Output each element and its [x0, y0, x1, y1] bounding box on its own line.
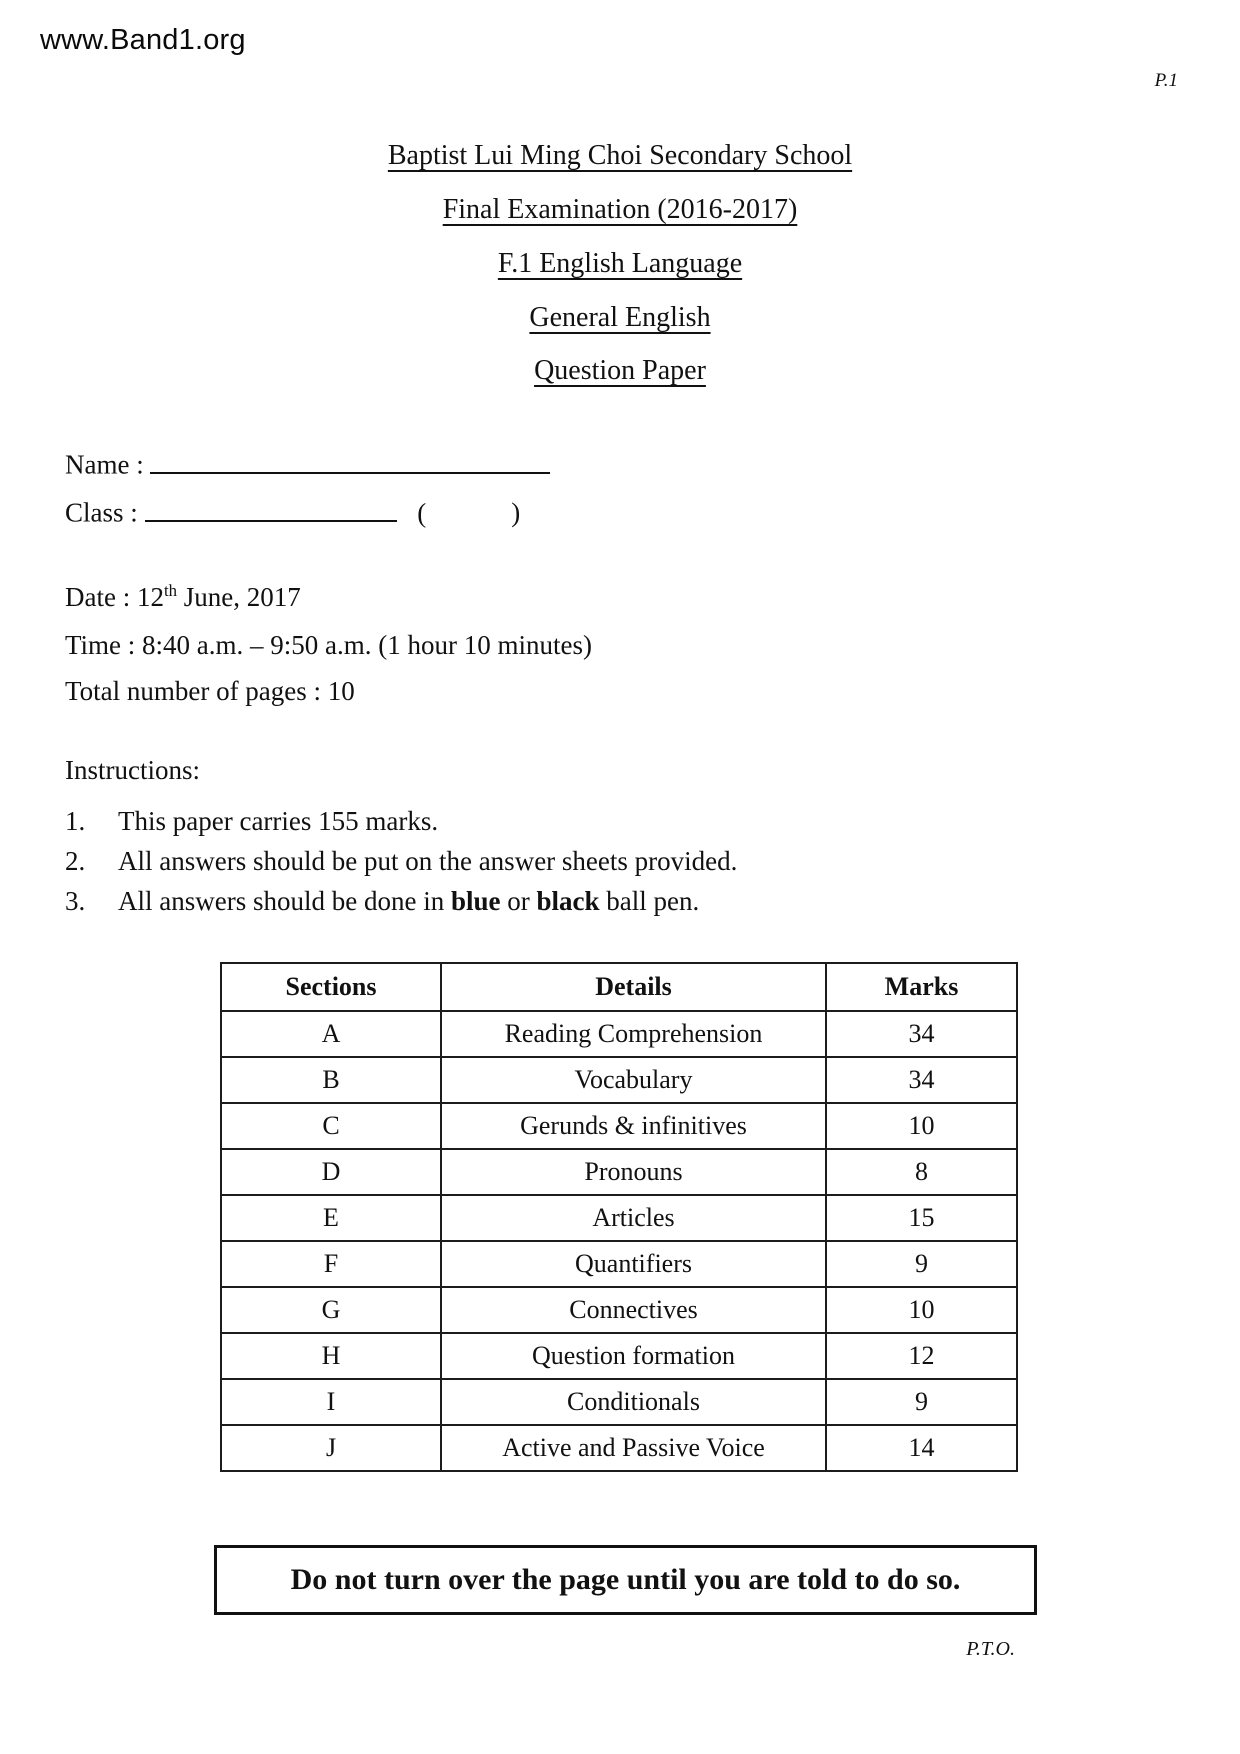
name-field-row — [65, 446, 550, 481]
detail-cell: Vocabulary — [441, 1057, 826, 1103]
instruction-number: 3. — [65, 886, 86, 916]
section-cell: C — [221, 1103, 441, 1149]
instruction-number: 2. — [65, 846, 86, 876]
marks-cell: 8 — [826, 1149, 1017, 1195]
marks-cell: 34 — [826, 1011, 1017, 1057]
section-cell: H — [221, 1333, 441, 1379]
detail-cell: Gerunds & infinitives — [441, 1103, 826, 1149]
instruction-text: This paper carries 155 marks. — [118, 806, 439, 836]
marks-cell: 10 — [826, 1103, 1017, 1149]
table-row — [221, 1057, 1017, 1103]
marks-cell: 34 — [826, 1057, 1017, 1103]
detail-cell: Articles — [441, 1195, 826, 1241]
date-ordinal-superscript: th — [163, 581, 178, 600]
page-number: P.1 — [1154, 70, 1178, 91]
marks-cell: 9 — [826, 1379, 1017, 1425]
doc-type-heading: Question Paper — [534, 355, 706, 386]
school-name-heading: Baptist Lui Ming Choi Secondary School — [387, 140, 853, 171]
class-label: Class : — [65, 497, 138, 528]
instruction-text: All answers should be put on the answer sheets provided. — [118, 846, 738, 876]
table-row — [221, 1103, 1017, 1149]
section-cell: G — [221, 1287, 441, 1333]
marks-cell: 14 — [826, 1425, 1017, 1471]
section-cell: B — [221, 1057, 441, 1103]
section-cell: A — [221, 1011, 441, 1057]
pto-label: P.T.O. — [966, 1638, 1015, 1660]
date-row — [65, 582, 301, 613]
subject-heading: F.1 English Language — [497, 248, 743, 279]
section-cell: F — [221, 1241, 441, 1287]
class-field-row — [65, 494, 520, 529]
detail-cell: Active and Passive Voice — [441, 1425, 826, 1471]
do-not-turn-notice: Do not turn over the page until you are told to do so. — [214, 1545, 1037, 1615]
total-pages-row: Total number of pages : 10 — [65, 676, 355, 706]
instruction-number: 1. — [65, 806, 86, 836]
table-row — [221, 1333, 1017, 1379]
marks-table-body — [221, 1011, 1017, 1471]
marks-table-header-row — [221, 963, 1017, 1011]
instruction-item — [65, 886, 737, 926]
marks-cell: 12 — [826, 1333, 1017, 1379]
column-header-details: Details — [441, 963, 826, 1011]
marks-cell: 10 — [826, 1287, 1017, 1333]
table-row — [221, 1149, 1017, 1195]
column-header-marks: Marks — [826, 963, 1017, 1011]
table-row — [221, 1195, 1017, 1241]
column-header-sections: Sections — [221, 963, 441, 1011]
table-row — [221, 1425, 1017, 1471]
date-text: Date : 12 — [65, 582, 164, 612]
marks-cell: 15 — [826, 1195, 1017, 1241]
class-number-paren-close: ) — [511, 497, 521, 528]
instruction-text: All answers should be done in blue or black ball pen. — [118, 886, 700, 916]
time-row: Time : 8:40 a.m. – 9:50 a.m. (1 hour 10 minutes) — [65, 630, 592, 660]
section-cell: J — [221, 1425, 441, 1471]
name-blank-line — [150, 446, 550, 474]
instruction-item — [65, 806, 737, 846]
paper-type-heading: General English — [529, 302, 711, 333]
table-row — [221, 1011, 1017, 1057]
detail-cell: Conditionals — [441, 1379, 826, 1425]
marks-cell: 9 — [826, 1241, 1017, 1287]
instructions-title: Instructions: — [65, 755, 200, 785]
section-cell: E — [221, 1195, 441, 1241]
section-cell: I — [221, 1379, 441, 1425]
marks-table — [220, 962, 1018, 1472]
detail-cell: Connectives — [441, 1287, 826, 1333]
class-number-paren-open: ( — [417, 497, 427, 528]
name-label: Name : — [65, 449, 144, 480]
detail-cell: Quantifiers — [441, 1241, 826, 1287]
section-cell: D — [221, 1149, 441, 1195]
instruction-item — [65, 846, 737, 886]
table-row — [221, 1241, 1017, 1287]
detail-cell: Pronouns — [441, 1149, 826, 1195]
table-row — [221, 1287, 1017, 1333]
instructions-list — [65, 806, 737, 926]
exam-title-heading: Final Examination (2016-2017) — [442, 194, 798, 225]
site-watermark: www.Band1.org — [40, 24, 246, 56]
date-text-rest: June, 2017 — [177, 582, 301, 612]
table-row — [221, 1379, 1017, 1425]
detail-cell: Reading Comprehension — [441, 1011, 826, 1057]
detail-cell: Question formation — [441, 1333, 826, 1379]
class-blank-line — [145, 494, 397, 522]
